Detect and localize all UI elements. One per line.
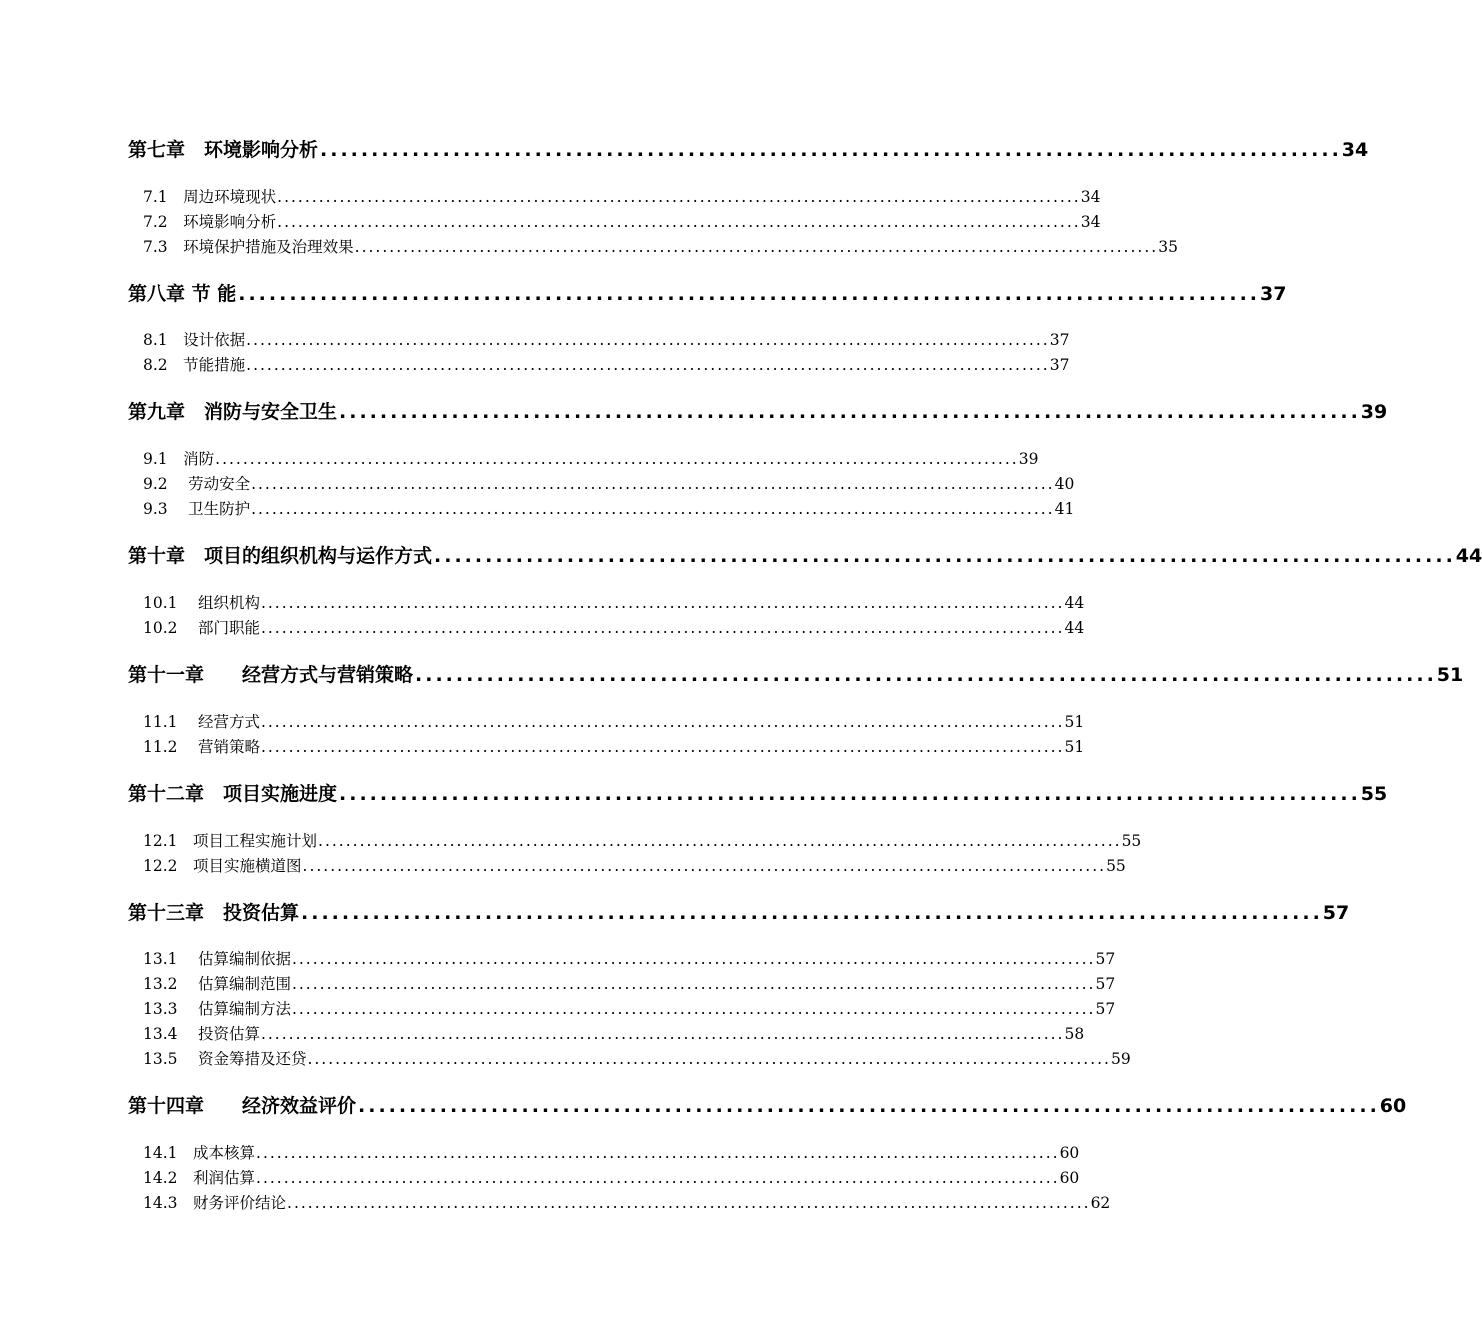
toc-section-7-3[interactable] [143, 235, 1178, 259]
toc-section-title: 8.1 设计依据 [143, 331, 246, 349]
toc-leader-dots: .................................................................................................... [301, 902, 1323, 924]
toc-section-13-2[interactable] [143, 972, 1116, 996]
toc-chapter-title: 第十一章 经营方式与营销策略 [128, 664, 414, 686]
toc-leader-dots: .................................................................................................................... [260, 738, 1065, 756]
toc-leader-dots: .................................................................................................................... [256, 1169, 1060, 1187]
toc-section-title: 14.3 财务评价结论 [143, 1194, 287, 1212]
toc-page-number: 55 [1360, 783, 1388, 805]
toc-page-number: 34 [1080, 188, 1101, 206]
toc-page-number: 39 [1360, 401, 1388, 423]
toc-section-13-5[interactable] [143, 1047, 1131, 1071]
toc-leader-dots: .................................................................................................................... [291, 975, 1096, 993]
toc-section-title: 7.1 周边环境现状 [143, 188, 277, 206]
toc-page-number: 58 [1064, 1025, 1085, 1043]
toc-section-title: 11.1 经营方式 [143, 713, 260, 731]
toc-chapter-title: 第九章 消防与安全卫生 [128, 401, 338, 423]
toc-section-9-3[interactable] [143, 497, 1075, 521]
toc-page-number: 55 [1121, 832, 1142, 850]
toc-page-number: 44 [1064, 594, 1085, 612]
toc-section-title: 13.5 资金筹措及还贷 [143, 1050, 307, 1068]
toc-section-title: 14.2 利润估算 [143, 1169, 256, 1187]
toc-section-9-2[interactable] [143, 472, 1075, 496]
toc-leader-dots: .................................................................................................................... [260, 594, 1065, 612]
toc-section-title: 11.2 营销策略 [143, 738, 260, 756]
toc-leader-dots: .................................................................................................................... [287, 1194, 1091, 1212]
toc-page-number: 35 [1158, 238, 1178, 256]
toc-page-number: 37 [1260, 283, 1287, 305]
toc-leader-dots: .................................................................................................................... [246, 356, 1050, 374]
toc-leader-dots: .................................................................................................................... [260, 619, 1065, 637]
toc-page-number: 34 [1080, 213, 1101, 231]
toc-section-13-1[interactable] [143, 947, 1116, 971]
toc-page-number: 60 [1059, 1169, 1080, 1187]
toc-page-number: 57 [1322, 902, 1350, 924]
toc-chapter-title: 第八章 节 能 [128, 283, 237, 305]
toc-page-number: 57 [1095, 975, 1116, 993]
toc-leader-dots: .................................................................................................................... [318, 832, 1122, 850]
toc-chapter-11[interactable] [128, 659, 1464, 691]
toc-page-number: 57 [1095, 950, 1116, 968]
toc-section-title: 9.2 劳动安全 [143, 475, 251, 493]
toc-leader-dots: .................................................................................................................... [291, 950, 1096, 968]
toc-chapter-title: 第十二章 项目实施进度 [128, 783, 338, 805]
toc-chapter-title: 第七章 环境影响分析 [128, 139, 319, 161]
toc-section-title: 9.3 卫生防护 [143, 500, 251, 518]
toc-leader-dots: .................................................................................................... [320, 139, 1342, 161]
toc-page-number: 62 [1090, 1194, 1111, 1212]
toc-chapter-10[interactable] [128, 540, 1482, 572]
toc-page-number: 44 [1455, 545, 1482, 567]
toc-leader-dots: .................................................................................................................... [277, 213, 1081, 231]
toc-leader-dots: .................................................................................................................... [260, 713, 1065, 731]
toc-page-number: 34 [1341, 139, 1369, 161]
toc-page-number: 44 [1064, 619, 1085, 637]
toc-leader-dots: .................................................................................................................... [215, 450, 1019, 468]
toc-section-title: 10.2 部门职能 [143, 619, 260, 637]
toc-page-number: 51 [1064, 738, 1085, 756]
toc-chapter-14[interactable] [128, 1090, 1407, 1122]
toc-leader-dots: .................................................................................................... [415, 664, 1437, 686]
toc-leader-dots: .................................................................................................... [358, 1095, 1380, 1117]
toc-page-number: 60 [1379, 1095, 1407, 1117]
toc-page-number: 37 [1049, 356, 1070, 374]
toc-section-13-4[interactable] [143, 1022, 1085, 1046]
toc-leader-dots: .................................................................................................................... [251, 500, 1055, 518]
toc-section-title: 12.1 项目工程实施计划 [143, 832, 318, 850]
toc-section-title: 8.2 节能措施 [143, 356, 246, 374]
toc-section-14-2[interactable] [143, 1166, 1080, 1190]
toc-section-12-1[interactable] [143, 829, 1142, 853]
toc-page-number: 51 [1064, 713, 1085, 731]
toc-section-title: 13.1 估算编制依据 [143, 950, 291, 968]
toc-page-number: 57 [1095, 1000, 1116, 1018]
toc-section-title: 13.2 估算编制范围 [143, 975, 291, 993]
toc-chapter-12[interactable] [128, 778, 1388, 810]
toc-leader-dots: .................................................................................................... [434, 545, 1456, 567]
toc-chapter-9[interactable] [128, 396, 1388, 428]
toc-section-7-2[interactable] [143, 210, 1101, 234]
toc-page-number: 40 [1054, 475, 1075, 493]
toc-section-14-3[interactable] [143, 1191, 1111, 1215]
toc-page-number: 51 [1436, 664, 1464, 686]
toc-leader-dots: .................................................................................................................... [256, 1144, 1060, 1162]
toc-section-title: 9.1 消防 [143, 450, 215, 468]
toc-section-9-1[interactable] [143, 447, 1039, 471]
toc-page-number: 39 [1018, 450, 1039, 468]
toc-chapter-title: 第十四章 经济效益评价 [128, 1095, 357, 1117]
toc-chapter-8[interactable] [128, 278, 1287, 310]
toc-leader-dots: .................................................................................................................... [302, 857, 1107, 875]
toc-chapter-title: 第十章 项目的组织机构与运作方式 [128, 545, 433, 567]
toc-chapter-7[interactable] [128, 134, 1369, 166]
toc-page-number: 59 [1111, 1050, 1131, 1068]
toc-section-11-1[interactable] [143, 710, 1085, 734]
toc-section-10-1[interactable] [143, 591, 1085, 615]
toc-section-title: 13.4 投资估算 [143, 1025, 260, 1043]
toc-leader-dots: .................................................................................................... [339, 783, 1361, 805]
toc-section-13-3[interactable] [143, 997, 1116, 1021]
toc-leader-dots: .................................................................................................................... [246, 331, 1050, 349]
toc-section-12-2[interactable] [143, 854, 1126, 878]
toc-section-10-2[interactable] [143, 616, 1085, 640]
toc-chapter-title: 第十三章 投资估算 [128, 902, 300, 924]
toc-page-number: 60 [1059, 1144, 1080, 1162]
toc-section-title: 12.2 项目实施横道图 [143, 857, 302, 875]
toc-leader-dots: .................................................................................................................... [307, 1050, 1111, 1068]
toc-page-number: 41 [1054, 500, 1075, 518]
toc-section-8-1[interactable] [143, 328, 1070, 352]
toc-leader-dots: .................................................................................................................... [260, 1025, 1065, 1043]
toc-section-7-1[interactable] [143, 185, 1101, 209]
toc-section-8-2[interactable] [143, 353, 1070, 377]
toc-section-title: 10.1 组织机构 [143, 594, 260, 612]
toc-leader-dots: .................................................................................................................... [251, 475, 1055, 493]
toc-leader-dots: .................................................................................................................... [291, 1000, 1096, 1018]
toc-section-11-2[interactable] [143, 735, 1085, 759]
toc-section-title: 13.3 估算编制方法 [143, 1000, 291, 1018]
toc-section-14-1[interactable] [143, 1141, 1080, 1165]
toc-section-title: 14.1 成本核算 [143, 1144, 256, 1162]
toc-page-number: 55 [1106, 857, 1126, 875]
toc-leader-dots: .................................................................................................... [339, 401, 1361, 423]
toc-leader-dots: .................................................................................................................... [354, 238, 1159, 256]
toc-page-number: 37 [1049, 331, 1070, 349]
toc-chapter-13[interactable] [128, 897, 1350, 929]
toc-section-title: 7.3 环境保护措施及治理效果 [143, 238, 354, 256]
toc-section-title: 7.2 环境影响分析 [143, 213, 277, 231]
toc-leader-dots: .................................................................................................................... [277, 188, 1081, 206]
toc-leader-dots: .................................................................................................... [238, 283, 1261, 305]
